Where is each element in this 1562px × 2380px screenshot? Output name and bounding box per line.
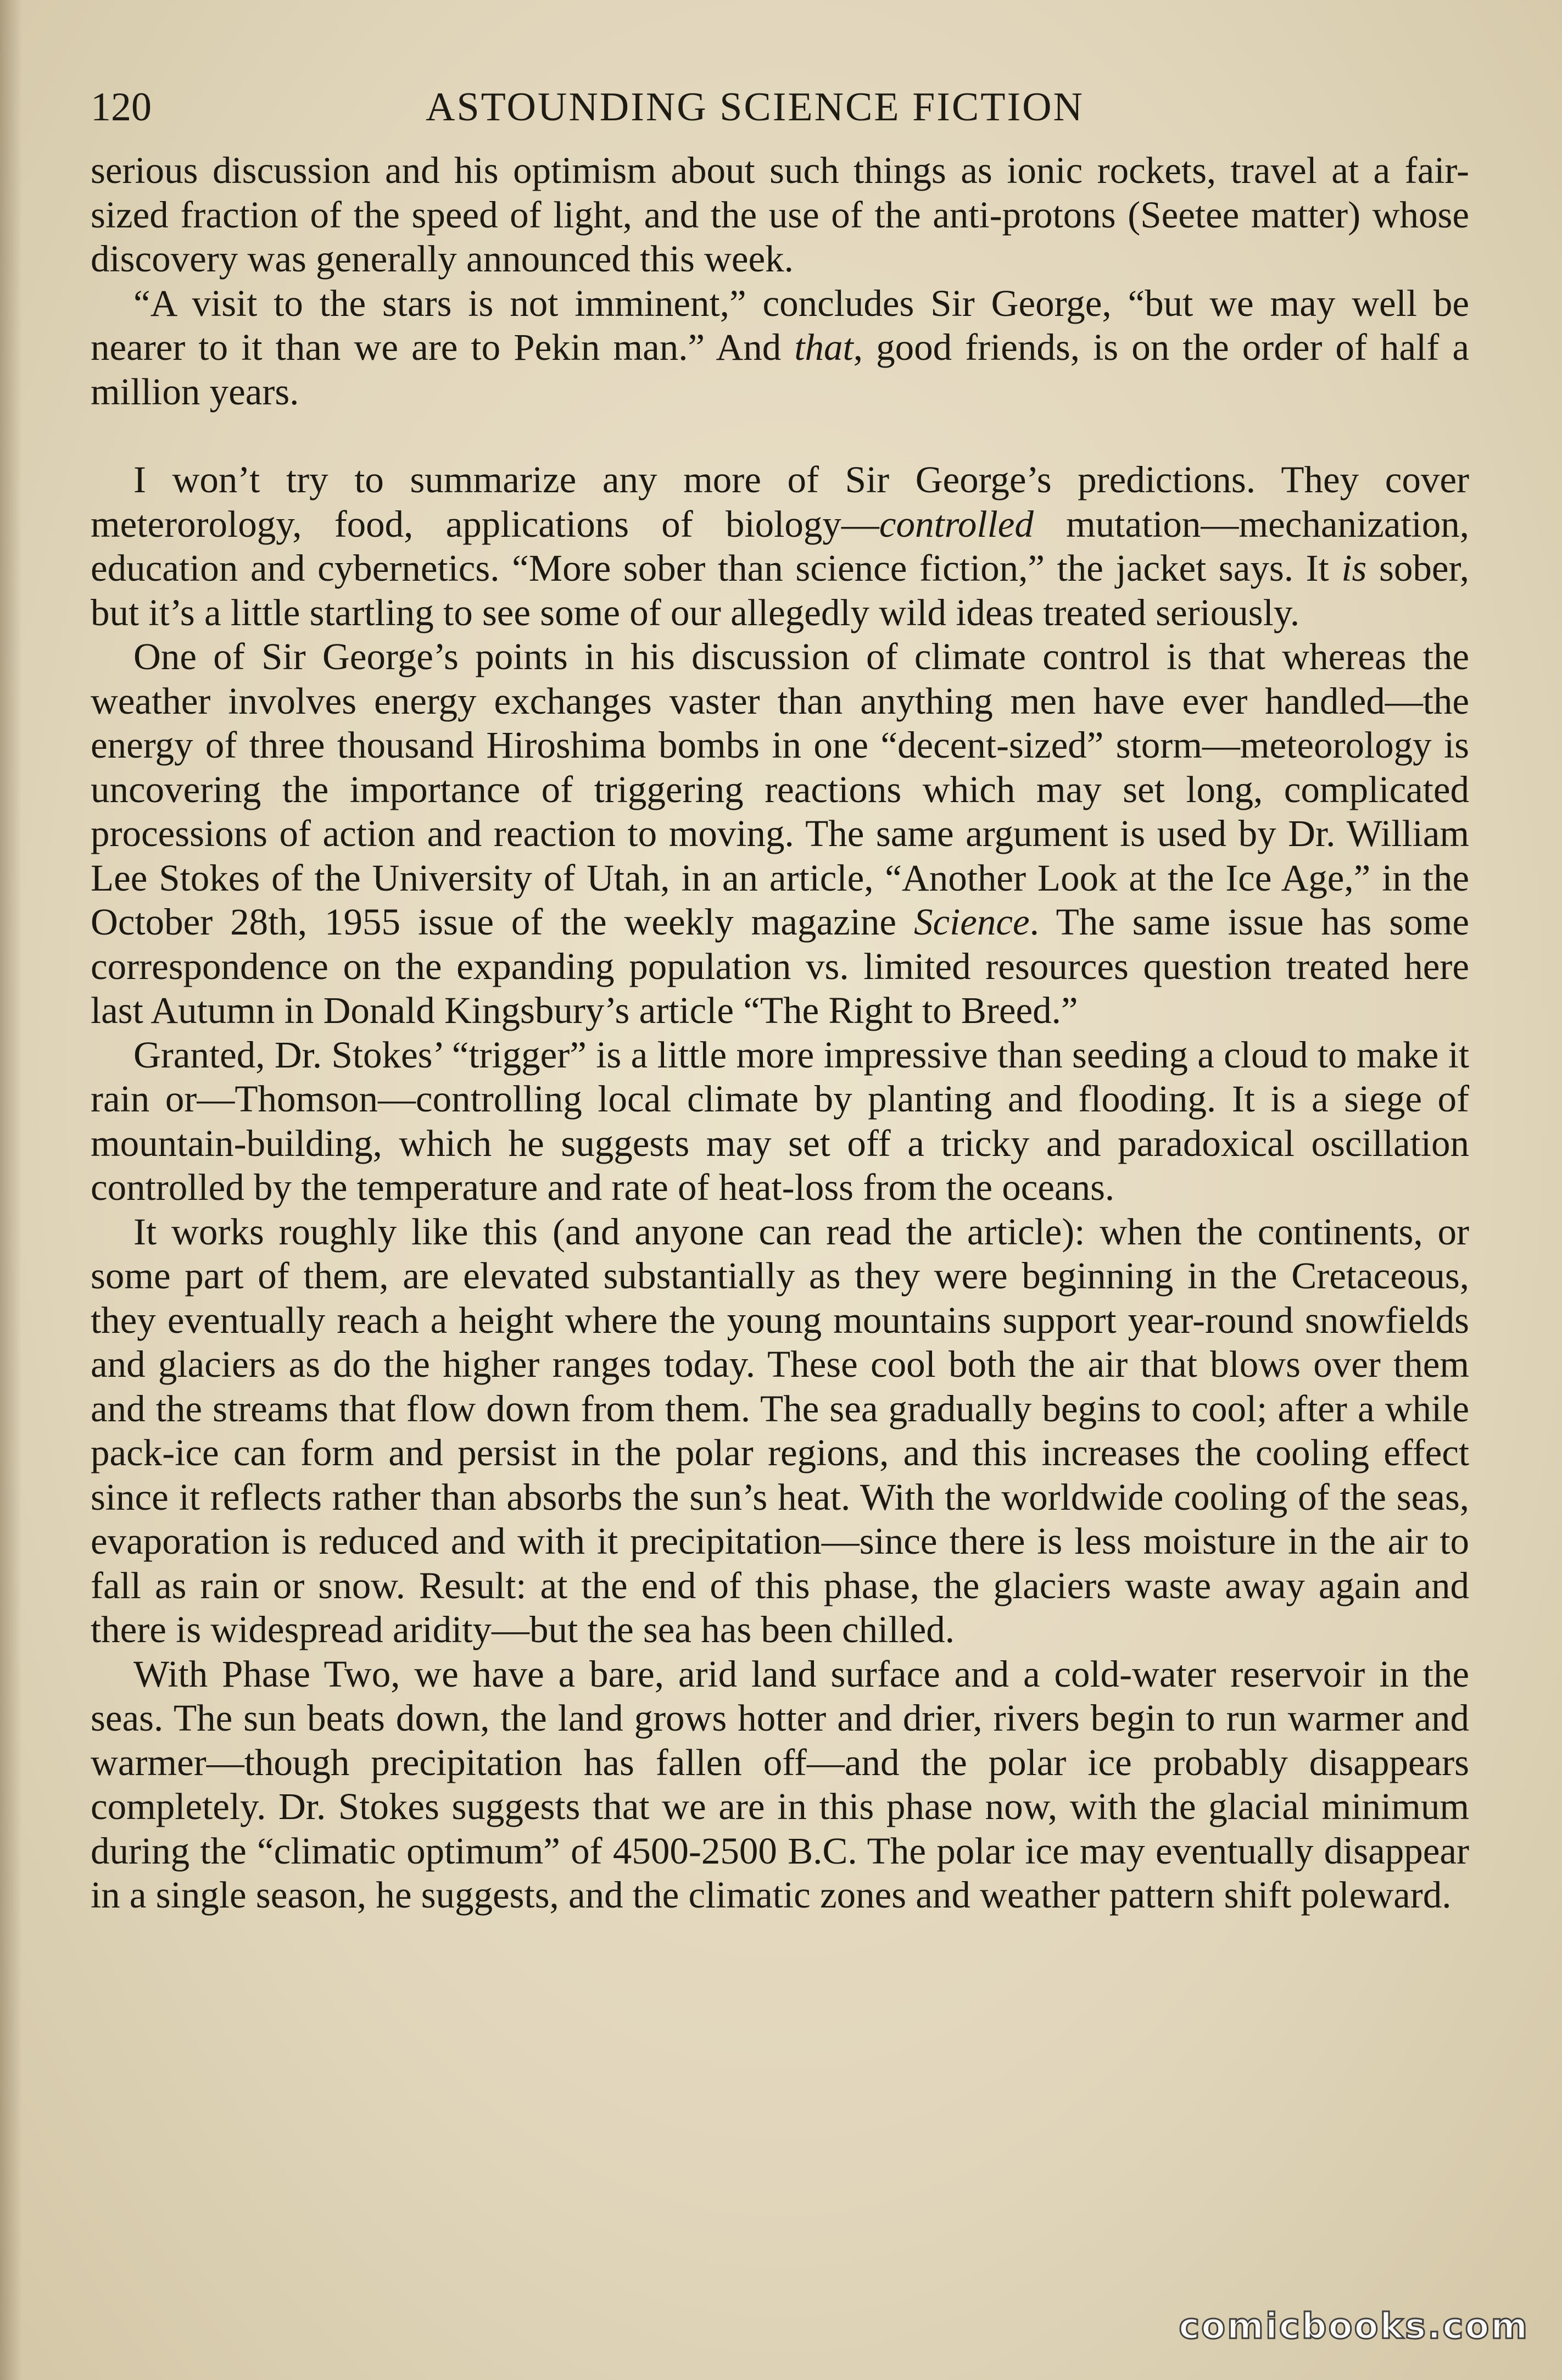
page-edge-shadow bbox=[0, 0, 22, 2380]
text-run: Granted, Dr. Stokes’ “trigger” is a little more impressive than seeding a cloud to make it rain or—Thomson—controlling local climate by planting and flooding. It is a siege of mountain-building, which he suggests may set off a tricky and paradoxical oscillation controlled by the temperature and rate of heat-loss from the oceans. bbox=[91, 1033, 1469, 1208]
paragraph bbox=[91, 458, 1469, 635]
text-run: It works roughly like this (and anyone can read the article): when the continents, or some part of them, are elevated substantially as they were beginning in the Cretaceous, they eventually reach a height where the young mountains support year-round snowfields and glaciers as do the higher ranges today. These cool both the air that blows over them and the streams that flow down from them. The sea gradually begins to cool; after a while pack-ice can form and persist in the polar regions, and this increases the cooling effect since it reflects rather than absorbs the sun’s heat. With the worldwide cooling of the seas, evaporation is reduced and with it precipitation—since there is less moisture in the air to fall as rain or snow. Result: at the end of this phase, the glaciers waste away again and there is widespread aridity—but the sea has been chilled. bbox=[91, 1210, 1469, 1650]
running-head-title: ASTOUNDING SCIENCE FICTION bbox=[426, 85, 1084, 130]
text-run: mutation—mechanization, education and cybernetics. “More sober than science fiction,” the jacket says. It bbox=[91, 503, 1469, 589]
italic-text: that bbox=[794, 326, 853, 368]
text-run: With Phase Two, we have a bare, arid land surface and a cold-water reservoir in the seas. The sun beats down, the land grows hotter and drier, rivers begin to run warmer and warmer—though precipitation has fallen off—and the polar ice probably disappears completely. Dr. Stokes suggests that we are in this phase now, with the glacial minimum during the “climatic optimum” of 4500-2500 B.C. The polar ice may eventually disappear in a single season, he suggests, and the climatic zones and weather pattern shift poleward. bbox=[91, 1653, 1469, 1916]
page-number: 120 bbox=[91, 85, 152, 130]
italic-text: Science bbox=[913, 901, 1030, 943]
paragraph bbox=[91, 281, 1469, 414]
paragraph bbox=[91, 148, 1469, 281]
article-body bbox=[91, 148, 1469, 1917]
text-run: . The same issue has some correspondence on the expanding population vs. limited resources question treated here last Autumn in Donald Kingsbury’s article “The Right to Breed.” bbox=[91, 901, 1469, 1031]
text-run: serious discussion and his optimism about such things as ionic rockets, travel at a fair-sized fraction of the speed of light, and the use of the anti-protons (Seetee matter) whose discovery was generally announced this week. bbox=[91, 149, 1469, 280]
italic-text: is bbox=[1341, 547, 1367, 589]
text-run: One of Sir George’s points in his discussion of climate control is that whereas the weather involves energy exchanges vaster than anything men have ever handled—the energy of three thousand Hiroshima bombs in one “decent-sized” storm—meteorology is uncovering the importance of triggering reactions which may set long, complicated processions of action and reaction to moving. The same argument is used by Dr. William Lee Stokes of the University of Utah, in an article, “Another Look at the Ice Age,” in the October 28th, 1955 issue of the weekly magazine bbox=[91, 636, 1469, 943]
paragraph bbox=[91, 1210, 1469, 1652]
text-run: , good friends, is on the order of half a million years. bbox=[91, 326, 1470, 413]
paragraph bbox=[91, 635, 1469, 1033]
page-header bbox=[91, 77, 1469, 137]
italic-text: controlled bbox=[879, 503, 1034, 545]
text-run: “A visit to the stars is not imminent,” concludes Sir George, “but we may well be nearer to it than we are to Pekin man.” And bbox=[91, 282, 1469, 368]
paragraph bbox=[91, 1652, 1469, 1917]
text-run: sober, but it’s a little startling to see some of our allegedly wild ideas treated seriously. bbox=[91, 547, 1469, 633]
paragraph bbox=[91, 1033, 1469, 1210]
text-run: I won’t try to summarize any more of Sir George’s predictions. They cover meterorology, food, applications of biology— bbox=[91, 459, 1469, 545]
watermark-logo: comicbooks.com bbox=[1179, 2306, 1529, 2347]
